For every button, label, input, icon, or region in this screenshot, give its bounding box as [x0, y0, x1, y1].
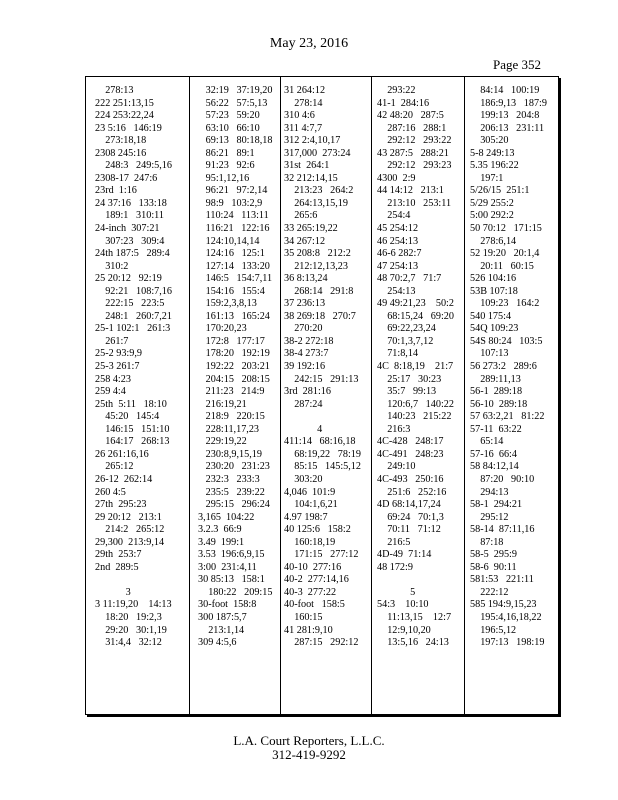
index-entry: 48 172:9	[377, 561, 413, 573]
index-entry: 4D-49 71:14	[377, 549, 432, 561]
index-entry: 3.53 196:6,9,15	[198, 549, 265, 561]
index-entry: 300 187:5,7	[198, 611, 247, 623]
index-entry: 287:16 288:1	[377, 122, 447, 134]
index-entry: 35 208:8 212:2	[284, 248, 351, 260]
index-entry: 261:7	[95, 335, 129, 347]
index-entry: 249:10	[377, 461, 416, 473]
index-box	[85, 76, 559, 715]
index-entry: 3rd 281:16	[284, 386, 331, 398]
index-entry: 229:19,22	[198, 436, 247, 448]
index-entry: 53B 107:18	[470, 285, 518, 297]
index-entry: 49 49:21,23 50:2	[377, 298, 454, 310]
index-entry: 278:13	[95, 85, 134, 96]
index-entry: 33 265:19,22	[284, 223, 338, 235]
index-entry: 45:20 145:4	[95, 411, 160, 423]
index-entry: 4.97 198:7	[284, 511, 328, 523]
index-entry: 216:5	[377, 536, 411, 548]
index-entry: 264:13,15,19	[284, 197, 348, 209]
index-entry: 38 269:18 270:7	[284, 310, 356, 322]
index-column-2	[198, 85, 285, 708]
index-entry: 254:4	[377, 210, 411, 222]
index-entry: 164:17 268:13	[95, 436, 170, 448]
index-entry: 34 267:12	[284, 235, 326, 247]
index-entry: 289:11,13	[470, 373, 521, 385]
index-entry: 265:6	[284, 210, 318, 222]
index-entry: 317,000 273:24	[284, 147, 351, 159]
index-entry: 54:3 10:10	[377, 599, 429, 611]
index-entry: 25-3 261:7	[95, 361, 140, 373]
index-entry: 104:1,6,21	[284, 499, 338, 511]
index-entry: 85:15 145:5,12	[284, 461, 361, 473]
index-entry: 242:15 291:13	[284, 373, 359, 385]
index-entry	[284, 411, 374, 424]
index-entry: 38-2 272:18	[284, 335, 334, 347]
index-entry: 57:23 59:20	[198, 110, 260, 122]
index-entry: 24th 187:5 289:4	[95, 248, 170, 260]
index-entry: 307:23 309:4	[95, 235, 165, 247]
index-entry: 197:13 198:19	[470, 637, 545, 649]
index-entry: 287:15 292:12	[284, 637, 359, 649]
index-entry: 204:15 208:15	[198, 373, 270, 385]
index-entry: 71:8,14	[377, 348, 419, 360]
index-entry: 216:3	[377, 423, 411, 435]
page-number: Page 352	[493, 57, 542, 72]
index-entry: 39 192:16	[284, 361, 326, 373]
index-entry: 25:17 30:23	[377, 373, 442, 385]
index-entry: 110:24 113:11	[198, 210, 269, 222]
index-entry: 120:6,7 140:22	[377, 398, 454, 410]
index-entry: 260 4:5	[95, 486, 126, 498]
index-entry: 95:1,12,16	[198, 172, 250, 184]
index-entry: 222:15 223:5	[95, 298, 165, 310]
index-entry: 92:21 108:7,16	[95, 285, 172, 297]
index-entry: 268:14 291:8	[284, 285, 354, 297]
index-entry: 161:13 165:24	[198, 310, 270, 322]
index-entry: 411:14 68:16,18	[284, 436, 356, 448]
index-entry: 235:5 239:22	[198, 486, 265, 498]
index-entry: 218:9 220:15	[198, 411, 265, 423]
index-entry: 124:16 125:1	[198, 248, 265, 260]
index-entry: 4300 2:9	[377, 172, 416, 184]
index-entry: 56-1 289:18	[470, 386, 523, 398]
index-entry: 91:23 92:6	[198, 160, 255, 172]
index-entry: 5.35 196:22	[470, 160, 519, 172]
index-entry: 294:13	[470, 486, 509, 498]
index-entry: 70:1,3,7,12	[377, 335, 434, 347]
index-entry: 3:00 231:4,11	[198, 561, 257, 573]
index-column-1	[95, 85, 185, 708]
index-entry: 32:19 37:19,20	[198, 85, 273, 96]
index-entry: 2nd 289:5	[95, 561, 139, 573]
index-entry: 127:14 133:20	[198, 260, 270, 272]
index-entry: 140:23 215:22	[377, 411, 452, 423]
index-entry: 5	[377, 586, 416, 598]
index-entry: 273:18,18	[95, 135, 147, 147]
column-divider	[464, 77, 465, 714]
index-entry: 58-6 90:11	[470, 561, 517, 573]
index-entry: 84:14 100:19	[470, 85, 540, 96]
index-entry: 98:9 103:2,9	[198, 197, 263, 209]
index-entry: 292:12 293:23	[377, 160, 452, 172]
index-entry: 197:1	[470, 172, 504, 184]
index-entry: 228:11,17,23	[198, 423, 260, 435]
index-entry: 3 11:19,20 14:13	[95, 599, 172, 611]
index-entry: 116:21 122:16	[198, 223, 270, 235]
index-entry: 248:3 249:5,16	[95, 160, 172, 172]
index-entry: 146:15 151:10	[95, 423, 170, 435]
column-divider	[189, 77, 190, 714]
index-entry	[95, 574, 185, 587]
index-entry: 38-4 273:7	[284, 348, 329, 360]
index-entry	[377, 574, 464, 587]
index-entry: 50 70:12 171:15	[470, 223, 542, 235]
index-entry: 585 194:9,15,23	[470, 599, 537, 611]
index-entry: 25-2 93:9,9	[95, 348, 142, 360]
footer-company: L.A. Court Reporters, L.L.C.	[233, 733, 385, 748]
index-entry: 26-12 262:14	[95, 473, 153, 485]
index-entry: 31 264:12	[284, 85, 326, 96]
index-entry: 154:16 155:4	[198, 285, 265, 297]
index-entry: 40 125:6 158:2	[284, 524, 351, 536]
index-entry: 180:22 209:15	[198, 586, 273, 598]
index-entry: 11:13,15 12:7	[377, 611, 452, 623]
index-entry: 192:22 203:21	[198, 361, 270, 373]
index-entry: 581:53 221:11	[470, 574, 534, 586]
index-entry: 5/29 255:2	[470, 197, 514, 209]
index-entry: 25 20:12 92:19	[95, 273, 162, 285]
index-entry: 4C-428 248:17	[377, 436, 444, 448]
index-entry: 213:1,14	[198, 624, 245, 636]
index-entry: 54S 80:24 103:5	[470, 335, 543, 347]
index-entry: 259 4:4	[95, 386, 126, 398]
index-entry: 25th 5:11 18:10	[95, 398, 167, 410]
index-entry: 43 287:5 288:21	[377, 147, 449, 159]
index-entry: 270:20	[284, 323, 323, 335]
index-entry: 206:13 231:11	[470, 122, 545, 134]
index-entry: 70:11 71:12	[377, 524, 441, 536]
index-entry: 65:14	[470, 436, 504, 448]
index-entry: 4C-493 250:16	[377, 473, 444, 485]
index-entry: 42 48:20 287:5	[377, 110, 444, 122]
index-entry: 12:9,10,20	[377, 624, 431, 636]
index-entry: 63:10 66:10	[198, 122, 260, 134]
index-entry: 311 4:7,7	[284, 122, 323, 134]
index-entry: 20:11 60:15	[470, 260, 534, 272]
index-entry: 18:20 19:2,3	[95, 611, 162, 623]
index-column-4	[377, 85, 464, 708]
index-entry: 44 14:12 213:1	[377, 185, 444, 197]
index-entry: 69:22,23,24	[377, 323, 436, 335]
index-entry: 40-foot 158:5	[284, 599, 345, 611]
index-entry: 212:12,13,23	[284, 260, 348, 272]
index-entry: 172:8 177:17	[198, 335, 265, 347]
index-entry: 27th 295:23	[95, 499, 147, 511]
index-entry: 216:19,21	[198, 398, 247, 410]
index-entry: 4,046 101:9	[284, 486, 336, 498]
index-entry: 36 8:13,24	[284, 273, 328, 285]
index-entry: 305:20	[470, 135, 509, 147]
index-entry: 171:15 277:12	[284, 549, 359, 561]
index-entry: 35:7 99:13	[377, 386, 437, 398]
index-entry: 5/26/15 251:1	[470, 185, 530, 197]
index-entry: 159:2,3,8,13	[198, 298, 257, 310]
index-entry: 52 19:20 20:1,4	[470, 248, 540, 260]
index-entry: 295:15 296:24	[198, 499, 270, 511]
index-entry: 41-1 284:16	[377, 97, 430, 109]
index-entry: 4C-491 248:23	[377, 448, 444, 460]
index-entry: 58-1 294:21	[470, 499, 523, 511]
index-entry: 40-10 277:16	[284, 561, 342, 573]
index-entry: 24 37:16 133:18	[95, 197, 167, 209]
index-entry: 3	[95, 586, 131, 598]
index-entry: 5-8 249:13	[470, 147, 515, 159]
index-entry: 258 4:23	[95, 373, 131, 385]
index-entry: 248:1 260:7,21	[95, 310, 172, 322]
index-entry: 295:12	[470, 511, 509, 523]
index-entry: 292:12 293:22	[377, 135, 452, 147]
index-entry: 186:9,13 187:9	[470, 97, 547, 109]
index-entry: 303:20	[284, 473, 323, 485]
index-entry: 87:20 90:10	[470, 473, 535, 485]
index-entry: 40-3 277:22	[284, 586, 337, 598]
index-entry: 4D 68:14,17,24	[377, 499, 441, 511]
index-entry: 211:23 214:9	[198, 386, 265, 398]
index-entry: 46-6 282:7	[377, 248, 422, 260]
index-entry: 30-foot 158:8	[198, 599, 257, 611]
index-entry: 29th 253:7	[95, 549, 142, 561]
index-entry: 58 84:12,14	[470, 461, 519, 473]
index-entry: 30 85:13 158:1	[198, 574, 265, 586]
index-entry: 54Q 109:23	[470, 323, 519, 335]
index-entry: 189:1 310:11	[95, 210, 164, 222]
index-entry: 3.49 199:1	[198, 536, 245, 548]
index-entry: 57-11 63:22	[470, 423, 522, 435]
index-entry: 109:23 164:2	[470, 298, 540, 310]
index-entry: 2308 245:16	[95, 147, 147, 159]
index-entry: 31:4,4 32:12	[95, 637, 162, 649]
index-entry: 23 5:16 146:19	[95, 122, 162, 134]
index-entry: 37 236:13	[284, 298, 326, 310]
index-entry: 31st 264:1	[284, 160, 330, 172]
index-entry: 309 4:5,6	[198, 637, 237, 649]
index-entry: 96:21 97:2,14	[198, 185, 268, 197]
index-entry: 68:19,22 78:19	[284, 448, 361, 460]
index-entry: 69:24 70:1,3	[377, 511, 444, 523]
index-entry: 2308-17 247:6	[95, 172, 158, 184]
index-entry: 23rd 1:16	[95, 185, 137, 197]
index-entry: 170:20,23	[198, 323, 247, 335]
index-entry: 32 212:14,15	[284, 172, 338, 184]
index-entry: 178:20 192:19	[198, 348, 270, 360]
index-entry: 265:12	[95, 461, 134, 473]
index-entry: 5:00 292:2	[470, 210, 514, 222]
index-entry: 230:8,9,15,19	[198, 448, 262, 460]
index-entry: 146:5 154:7,11	[198, 273, 273, 285]
index-entry: 56:22 57:5,13	[198, 97, 268, 109]
index-entry: 224 253:22,24	[95, 110, 154, 122]
index-entry: 278:6,14	[470, 235, 517, 247]
index-entry: 40-2 277:14,16	[284, 574, 349, 586]
index-entry: 222:12	[470, 586, 509, 598]
index-entry: 540 175:4	[470, 310, 512, 322]
index-entry: 69:13 80:18,18	[198, 135, 273, 147]
index-entry: 254:13	[377, 285, 416, 297]
index-entry: 87:18	[470, 536, 504, 548]
index-column-3	[284, 85, 374, 708]
index-entry: 86:21 89:1	[198, 147, 255, 159]
index-entry: 45 254:12	[377, 223, 419, 235]
index-entry: 29 20:12 213:1	[95, 511, 162, 523]
footer-phone: 312-419-9292	[272, 747, 346, 762]
index-entry: 287:24	[284, 398, 323, 410]
index-entry: 58-14 87:11,16	[470, 524, 535, 536]
index-entry: 213:10 253:11	[377, 197, 452, 209]
index-entry: 160:15	[284, 611, 323, 623]
index-entry: 41 281:9,10	[284, 624, 333, 636]
index-entry: 199:13 204:8	[470, 110, 540, 122]
index-column-5	[470, 85, 557, 708]
index-entry: 47 254:13	[377, 260, 419, 272]
index-entry: 56 273:2 289:6	[470, 361, 537, 373]
index-entry: 29:20 30:1,19	[95, 624, 167, 636]
index-entry: 46 254:13	[377, 235, 419, 247]
index-entry: 310 4:6	[284, 110, 315, 122]
index-entry: 214:2 265:12	[95, 524, 165, 536]
index-entry: 232:3 233:3	[198, 473, 260, 485]
index-entry: 4	[284, 423, 323, 435]
page-date: May 23, 2016	[269, 36, 349, 51]
index-entry: 3.2.3 66:9	[198, 524, 242, 536]
index-entry: 57 63:2,21 81:22	[470, 411, 545, 423]
index-entry: 526 104:16	[470, 273, 517, 285]
index-entry: 278:14	[284, 97, 323, 109]
index-entry: 26 261:16,16	[95, 448, 149, 460]
index-entry: 312 2:4,10,17	[284, 135, 341, 147]
index-entry: 58-5 295:9	[470, 549, 517, 561]
index-entry: 293:22	[377, 85, 416, 96]
index-entry: 107:13	[470, 348, 509, 360]
index-entry: 56-10 289:18	[470, 398, 528, 410]
index-entry: 13:5,16 24:13	[377, 637, 449, 649]
index-entry: 4C 8:18,19 21:7	[377, 361, 454, 373]
index-entry: 222 251:13,15	[95, 97, 154, 109]
index-entry: 3,165 104:22	[198, 511, 255, 523]
index-entry: 25-1 102:1 261:3	[95, 323, 171, 335]
index-entry: 251:6 252:16	[377, 486, 447, 498]
index-entry: 68:15,24 69:20	[377, 310, 454, 322]
index-entry: 24-inch 307:21	[95, 223, 160, 235]
index-entry: 213:23 264:2	[284, 185, 354, 197]
index-entry: 57-16 66:4	[470, 448, 517, 460]
index-entry: 196:5,12	[470, 624, 517, 636]
index-entry: 124:10,14,14	[198, 235, 260, 247]
index-entry: 195:4,16,18,22	[470, 611, 542, 623]
index-entry: 230:20 231:23	[198, 461, 270, 473]
index-entry: 310:2	[95, 260, 129, 272]
index-entry: 160:18,19	[284, 536, 336, 548]
index-entry: 29,300 213:9,14	[95, 536, 165, 548]
index-entry: 48 70:2,7 71:7	[377, 273, 442, 285]
